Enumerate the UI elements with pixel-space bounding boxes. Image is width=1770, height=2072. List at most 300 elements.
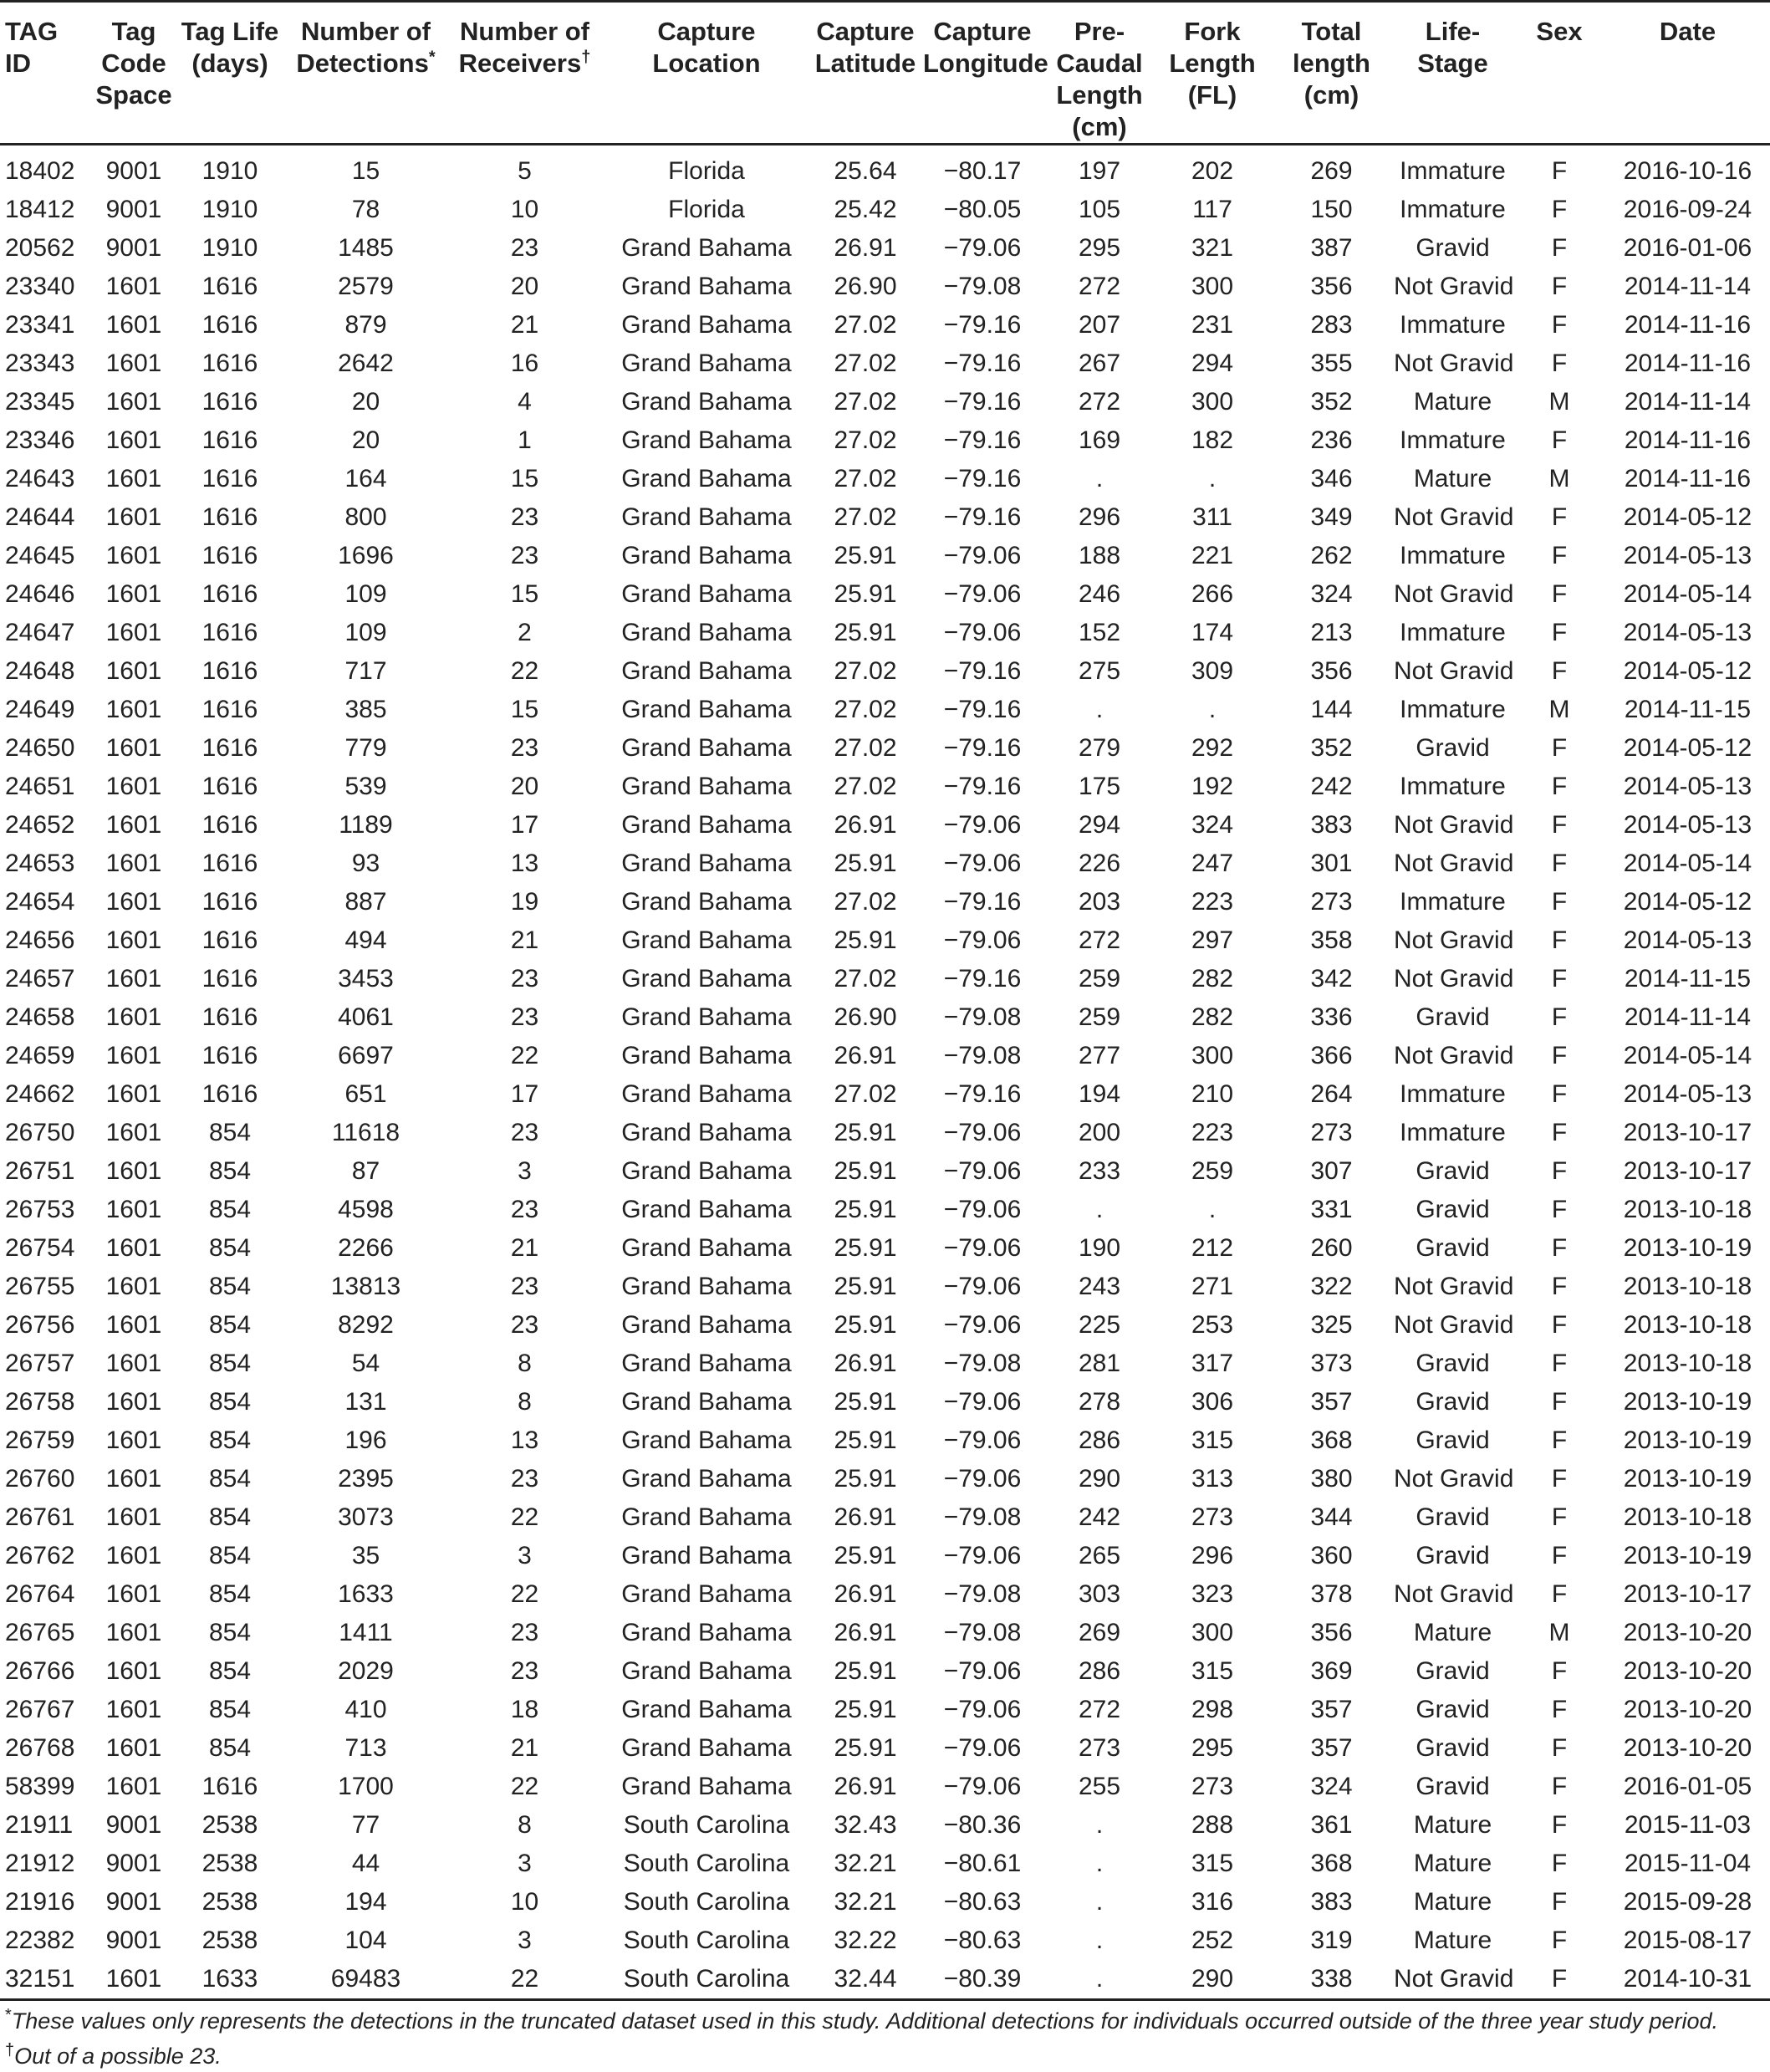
cell-pcl: 286 [1078,1657,1121,1685]
cell-tag-id: 18412 [5,196,75,223]
cell-tag-life: 1616 [201,426,258,454]
footnote-marker: † [581,48,591,67]
cell-detections: 20 [351,426,380,454]
cell-tl: 356 [1310,1619,1353,1646]
cell-lat: 25.91 [834,1696,897,1723]
cell-date: 2014-11-15 [1624,696,1752,723]
cell-pcl: 273 [1078,1734,1121,1762]
cell-code-space: 9001 [105,1850,162,1877]
cell-detections: 1700 [338,1773,394,1800]
cell-detections: 3073 [338,1503,394,1531]
cell-code-space: 1601 [105,657,162,685]
cell-lat: 25.91 [834,1311,897,1339]
cell-detections: 2395 [338,1465,394,1493]
cell-location: Grand Bahama [621,426,792,454]
cell-stage: Gravid [1415,234,1490,262]
column-header-stage [1392,2,1513,145]
column-header-tag-life [176,2,284,145]
cell-detections: 54 [351,1350,380,1377]
cell-tag-id: 26767 [5,1696,75,1723]
cell-stage: Mature [1413,465,1492,492]
cell-stage: Gravid [1415,1542,1490,1569]
column-header-location [602,2,811,145]
table-row [0,845,1770,883]
cell-receivers: 22 [510,657,539,685]
cell-tag-life: 1616 [201,273,258,300]
cell-pcl: 105 [1078,196,1121,223]
column-header-label: Tag Life (days) [181,17,279,78]
cell-code-space: 1601 [105,542,162,569]
cell-location: Grand Bahama [621,1734,792,1762]
cell-detections: 13813 [330,1273,401,1300]
cell-date: 2014-05-12 [1623,657,1752,685]
cell-tag-life: 1616 [201,965,258,993]
cell-tl: 144 [1310,696,1353,723]
cell-tl: 342 [1310,965,1353,993]
cell-lat: 27.02 [834,965,897,993]
cell-lat: 27.02 [834,888,897,916]
cell-code-space: 1601 [105,503,162,531]
cell-code-space: 1601 [105,580,162,608]
cell-date: 2013-10-20 [1623,1619,1752,1646]
cell-lon: −79.16 [943,1080,1022,1108]
cell-tl: 383 [1310,811,1353,839]
cell-sex: F [1551,1080,1568,1108]
cell-detections: 196 [344,1426,387,1454]
cell-lat: 25.91 [834,1734,897,1762]
cell-sex: F [1551,1426,1568,1454]
table-row [0,191,1770,229]
cell-stage: Gravid [1415,1234,1490,1262]
cell-detections: 3453 [338,965,394,993]
cell-receivers: 5 [518,157,532,185]
cell-lon: −79.06 [943,1234,1022,1262]
cell-fl: 316 [1191,1888,1234,1916]
table-row [0,229,1770,268]
cell-code-space: 1601 [105,1119,162,1146]
cell-location: Grand Bahama [621,1426,792,1454]
cell-lon: −79.06 [943,1657,1022,1685]
cell-tag-life: 854 [208,1465,252,1493]
cell-pcl: 207 [1078,311,1121,339]
cell-tag-life: 1633 [176,1960,284,2000]
cell-receivers: 3 [518,1157,532,1185]
cell-date: 2014-11-16 [1624,311,1752,339]
cell-fl: 221 [1191,542,1234,569]
cell-fl: 212 [1191,1234,1234,1262]
cell-location: Grand Bahama [621,1234,792,1262]
column-header-tag-id [0,2,92,145]
cell-pcl: 242 [1078,1503,1121,1531]
cell-tl: 213 [1310,619,1353,646]
cell-receivers: 4 [518,388,532,416]
cell-receivers: 20 [510,273,539,300]
table-row [0,1768,1770,1806]
cell-tag-life: 1616 [201,657,258,685]
cell-code-space: 1601 [105,1734,162,1762]
table-row [0,729,1770,768]
cell-date: 2016-01-05 [1623,1773,1752,1800]
cell-fl: 271 [1191,1273,1234,1300]
cell-code-space: 1601 [105,734,162,762]
table-row [0,1537,1770,1575]
cell-detections: 2642 [338,350,394,377]
cell-stage: Mature [1413,388,1492,416]
table-row [0,1614,1770,1652]
cell-sex: F [1551,273,1568,300]
cell-fl: 182 [1191,426,1234,454]
column-header-label: Date [1659,17,1716,46]
cell-date: 2013-10-18 [1623,1273,1752,1300]
cell-code-space: 1601 [105,1273,162,1300]
cell-stage: Not Gravid [1394,503,1514,531]
cell-date: 2014-05-14 [1623,850,1752,877]
cell-stage: Mature [1413,1619,1492,1646]
cell-sex: F [1551,811,1568,839]
cell-tl: 368 [1310,1426,1353,1454]
table-row [0,883,1770,921]
cell-tl: 236 [1310,426,1353,454]
cell-tag-life: 854 [208,1503,252,1531]
cell-fl: 315 [1191,1426,1234,1454]
cell-lon: −79.16 [943,734,1022,762]
cell-date: 2015-11-04 [1624,1850,1752,1877]
cell-lon: −79.06 [943,1542,1022,1569]
cell-date: 2014-10-31 [1605,1960,1770,2000]
cell-code-space: 1601 [105,773,162,800]
cell-receivers: 21 [510,1234,539,1262]
cell-location: Grand Bahama [621,1542,792,1569]
cell-date: 2014-05-13 [1623,1080,1752,1108]
cell-tl: 150 [1310,196,1353,223]
cell-lat: 32.21 [834,1888,897,1916]
cell-date: 2015-11-03 [1624,1811,1752,1839]
table-row [0,145,1770,191]
cell-tl: 273 [1310,888,1353,916]
cell-sex: F [1551,1734,1568,1762]
cell-detections: 779 [344,734,387,762]
cell-fl: 323 [1191,1580,1234,1608]
cell-lon: −79.06 [943,234,1022,262]
footnote [0,2041,1770,2071]
cell-sex: F [1551,619,1568,646]
cell-location: Grand Bahama [621,1119,792,1146]
cell-tag-life: 854 [208,1388,252,1416]
cell-tag-life: 854 [208,1657,252,1685]
cell-tag-life: 2538 [201,1811,258,1839]
cell-stage: Not Gravid [1394,350,1514,377]
cell-stage: Immature [1400,157,1506,185]
cell-date: 2013-10-17 [1623,1580,1752,1608]
column-header-label: Total length (cm) [1293,17,1370,110]
cell-fl: 294 [1191,350,1234,377]
cell-location: Grand Bahama [621,965,792,993]
table-row [0,1229,1770,1268]
table-row [0,1345,1770,1383]
cell-receivers: 2 [518,619,532,646]
cell-tag-id: 24656 [5,926,75,954]
table-row [0,1306,1770,1345]
cell-pcl: 294 [1078,811,1121,839]
cell-date: 2014-05-12 [1623,734,1752,762]
cell-tag-life: 854 [208,1580,252,1608]
cell-sex: F [1551,1157,1568,1185]
table-row [0,1691,1770,1729]
table-row [0,306,1770,344]
cell-detections: 11618 [331,1119,400,1146]
cell-pcl: 246 [1078,580,1121,608]
cell-date: 2013-10-19 [1623,1465,1752,1493]
cell-date: 2013-10-18 [1623,1503,1752,1531]
table-row [0,460,1770,498]
column-header-label: Sex [1536,17,1583,46]
cell-sex: F [1551,1003,1568,1031]
column-header-label: Life-Stage [1417,17,1488,78]
cell-pcl: 269 [1078,1619,1121,1646]
cell-code-space: 9001 [105,1927,162,1954]
cell-sex: F [1551,1273,1568,1300]
cell-tag-id: 26762 [5,1542,75,1569]
cell-lon: −79.08 [943,1003,1022,1031]
cell-code-space: 1601 [105,888,162,916]
column-header-date [1605,2,1770,145]
cell-stage: Gravid [1415,1003,1490,1031]
cell-pcl: . [1095,465,1104,492]
cell-lon: −79.08 [943,1580,1022,1608]
cell-location: Grand Bahama [621,1080,792,1108]
cell-receivers: 23 [510,1003,539,1031]
cell-code-space: 1601 [105,1234,162,1262]
cell-receivers: 22 [510,1773,539,1800]
cell-code-space: 1601 [105,1003,162,1031]
cell-receivers: 22 [510,1503,539,1531]
cell-lat: 25.91 [834,580,897,608]
cell-receivers: 3 [518,1927,532,1954]
cell-stage: Not Gravid [1394,657,1514,685]
cell-pcl: 226 [1078,850,1121,877]
footnote-marker: * [5,2006,12,2024]
cell-detections: 879 [344,311,387,339]
cell-stage: Gravid [1415,1388,1490,1416]
table-row [0,268,1770,306]
cell-pcl: 200 [1078,1119,1121,1146]
cell-stage: Immature [1400,696,1506,723]
cell-lon: −79.06 [943,1773,1022,1800]
cell-tag-id: 23345 [5,388,75,416]
table-row [0,421,1770,460]
cell-tag-life: 854 [208,1426,252,1454]
cell-tag-id: 24662 [5,1080,75,1108]
cell-code-space: 9001 [105,1888,162,1916]
cell-location: Grand Bahama [621,234,792,262]
cell-sex: F [1551,1234,1568,1262]
footnotes [0,2006,1770,2071]
cell-tl: 380 [1310,1465,1353,1493]
cell-pcl: . [1095,1850,1104,1877]
cell-lat: 26.91 [834,1503,897,1531]
footnote-text: Out of a possible 23. [14,2044,222,2069]
cell-tag-life: 1616 [201,1080,258,1108]
cell-lon: −79.06 [943,1696,1022,1723]
column-header-fl [1154,2,1271,145]
cell-lon: −79.06 [943,542,1022,569]
cell-lat: 25.91 [834,1465,897,1493]
cell-lon: −79.08 [943,273,1022,300]
header-row [0,2,1770,145]
cell-pcl: 265 [1078,1542,1121,1569]
cell-lon: −79.06 [943,1465,1022,1493]
cell-date: 2013-10-18 [1623,1196,1752,1223]
cell-date: 2013-10-17 [1623,1157,1752,1185]
cell-lon: −79.16 [943,311,1022,339]
table-row [0,1498,1770,1537]
cell-tag-life: 1616 [201,888,258,916]
cell-location: Grand Bahama [621,1388,792,1416]
table-row [0,1460,1770,1498]
cell-detections: 1411 [339,1619,393,1646]
cell-code-space: 1601 [105,850,162,877]
cell-detections: 4061 [338,1003,394,1031]
cell-tag-life: 1616 [201,388,258,416]
cell-date: 2016-10-16 [1623,157,1752,185]
cell-pcl: 278 [1078,1388,1121,1416]
cell-lon: −79.06 [943,580,1022,608]
column-header-tl [1271,2,1392,145]
cell-location: Grand Bahama [621,734,792,762]
cell-date: 2013-10-19 [1623,1388,1752,1416]
cell-tl: 357 [1310,1388,1353,1416]
cell-stage: Gravid [1415,1426,1490,1454]
cell-location: Grand Bahama [621,773,792,800]
cell-tag-life: 1616 [201,850,258,877]
cell-receivers: 13 [510,1426,539,1454]
table-row [0,1845,1770,1883]
cell-tag-id: 20562 [5,234,75,262]
cell-location: Grand Bahama [621,1657,792,1685]
cell-tl: 355 [1310,350,1353,377]
cell-fl: 298 [1191,1696,1234,1723]
cell-code-space: 1601 [105,1080,162,1108]
cell-date: 2014-11-16 [1624,426,1752,454]
cell-code-space: 1601 [105,426,162,454]
cell-lat: 27.02 [834,388,897,416]
cell-receivers: 16 [510,350,539,377]
cell-location: Grand Bahama [621,1350,792,1377]
cell-lon: −79.06 [943,1273,1022,1300]
cell-tag-life: 1910 [201,234,258,262]
cell-date: 2013-10-19 [1623,1426,1752,1454]
cell-code-space: 1601 [105,965,162,993]
cell-pcl: 277 [1078,1042,1121,1069]
table-row [0,768,1770,806]
cell-lat: 25.91 [834,1426,897,1454]
cell-detections: 4598 [338,1196,394,1223]
cell-stage: Not Gravid [1394,1580,1514,1608]
cell-location: South Carolina [623,1811,790,1839]
cell-fl: 117 [1192,196,1232,223]
column-header-code-space [92,2,176,145]
cell-pcl: 275 [1078,657,1121,685]
cell-stage: Not Gravid [1394,1042,1514,1069]
cell-sex: F [1551,1542,1568,1569]
cell-location: South Carolina [623,1850,790,1877]
table-row [0,1729,1770,1768]
cell-tag-life: 1616 [201,926,258,954]
cell-pcl: . [1095,1888,1104,1916]
cell-receivers: 21 [510,1734,539,1762]
cell-tag-id: 21911 [5,1811,74,1839]
cell-location: Grand Bahama [621,1696,792,1723]
column-header-pcl [1045,2,1154,145]
cell-tag-id: 26750 [5,1119,75,1146]
cell-receivers: 18 [510,1696,539,1723]
cell-tl: 324 [1310,580,1353,608]
table-row [0,1652,1770,1691]
cell-code-space: 1601 [105,1388,162,1416]
cell-fl: 252 [1191,1927,1234,1954]
cell-stage: Gravid [1415,1657,1490,1685]
cell-pcl: 267 [1078,350,1121,377]
cell-receivers: 3 [518,1542,532,1569]
cell-tl: 358 [1310,926,1353,954]
cell-tag-id: 18402 [5,157,75,185]
cell-date: 2014-05-13 [1623,926,1752,954]
cell-tag-id: 26751 [5,1157,75,1185]
table-row [0,575,1770,614]
cell-tag-id: 24654 [5,888,75,916]
cell-pcl: 233 [1078,1157,1121,1185]
cell-pcl: 272 [1078,273,1121,300]
cell-pcl: 197 [1078,157,1121,185]
cell-tag-id: 26761 [5,1503,75,1531]
cell-lon: −80.36 [943,1811,1022,1839]
cell-tag-id: 24648 [5,657,75,685]
cell-fl: 306 [1191,1388,1234,1416]
cell-stage: Mature [1413,1888,1492,1916]
cell-code-space: 9001 [105,157,162,185]
cell-pcl: 259 [1078,965,1121,993]
cell-date: 2014-11-15 [1624,965,1752,993]
cell-pcl: 194 [1078,1080,1121,1108]
cell-tag-id: 26758 [5,1388,75,1416]
cell-location: Florida [668,157,745,185]
cell-lon: −80.61 [943,1850,1022,1877]
cell-lat: 25.91 [834,926,897,954]
cell-location: South Carolina [623,1927,790,1954]
cell-tag-id: 26755 [5,1273,75,1300]
cell-fl: 288 [1191,1811,1234,1839]
cell-tag-life: 854 [208,1234,252,1262]
cell-tl: 307 [1310,1157,1353,1185]
cell-lat: 26.90 [834,1003,897,1031]
cell-stage: Not Gravid [1394,580,1514,608]
cell-location: Grand Bahama [621,503,792,531]
cell-receivers: 23 [510,1196,539,1223]
cell-tag-life: 1616 [201,734,258,762]
cell-tl: 346 [1310,465,1353,492]
cell-sex: F [1551,1350,1568,1377]
cell-stage: Gravid [1415,1734,1490,1762]
cell-date: 2013-10-17 [1623,1119,1752,1146]
cell-tag-id: 24645 [5,542,75,569]
cell-sex: F [1551,1811,1568,1839]
cell-tag-life: 854 [208,1734,252,1762]
cell-lon: −79.08 [943,1503,1022,1531]
footnote-text: These values only represents the detections in the truncated dataset used in this study. Additional detections for individuals occurred outside of the three year study period. [11,2008,1718,2034]
cell-tl: 352 [1310,734,1353,762]
cell-tag-life: 1616 [201,1773,258,1800]
cell-date: 2014-05-13 [1623,811,1752,839]
